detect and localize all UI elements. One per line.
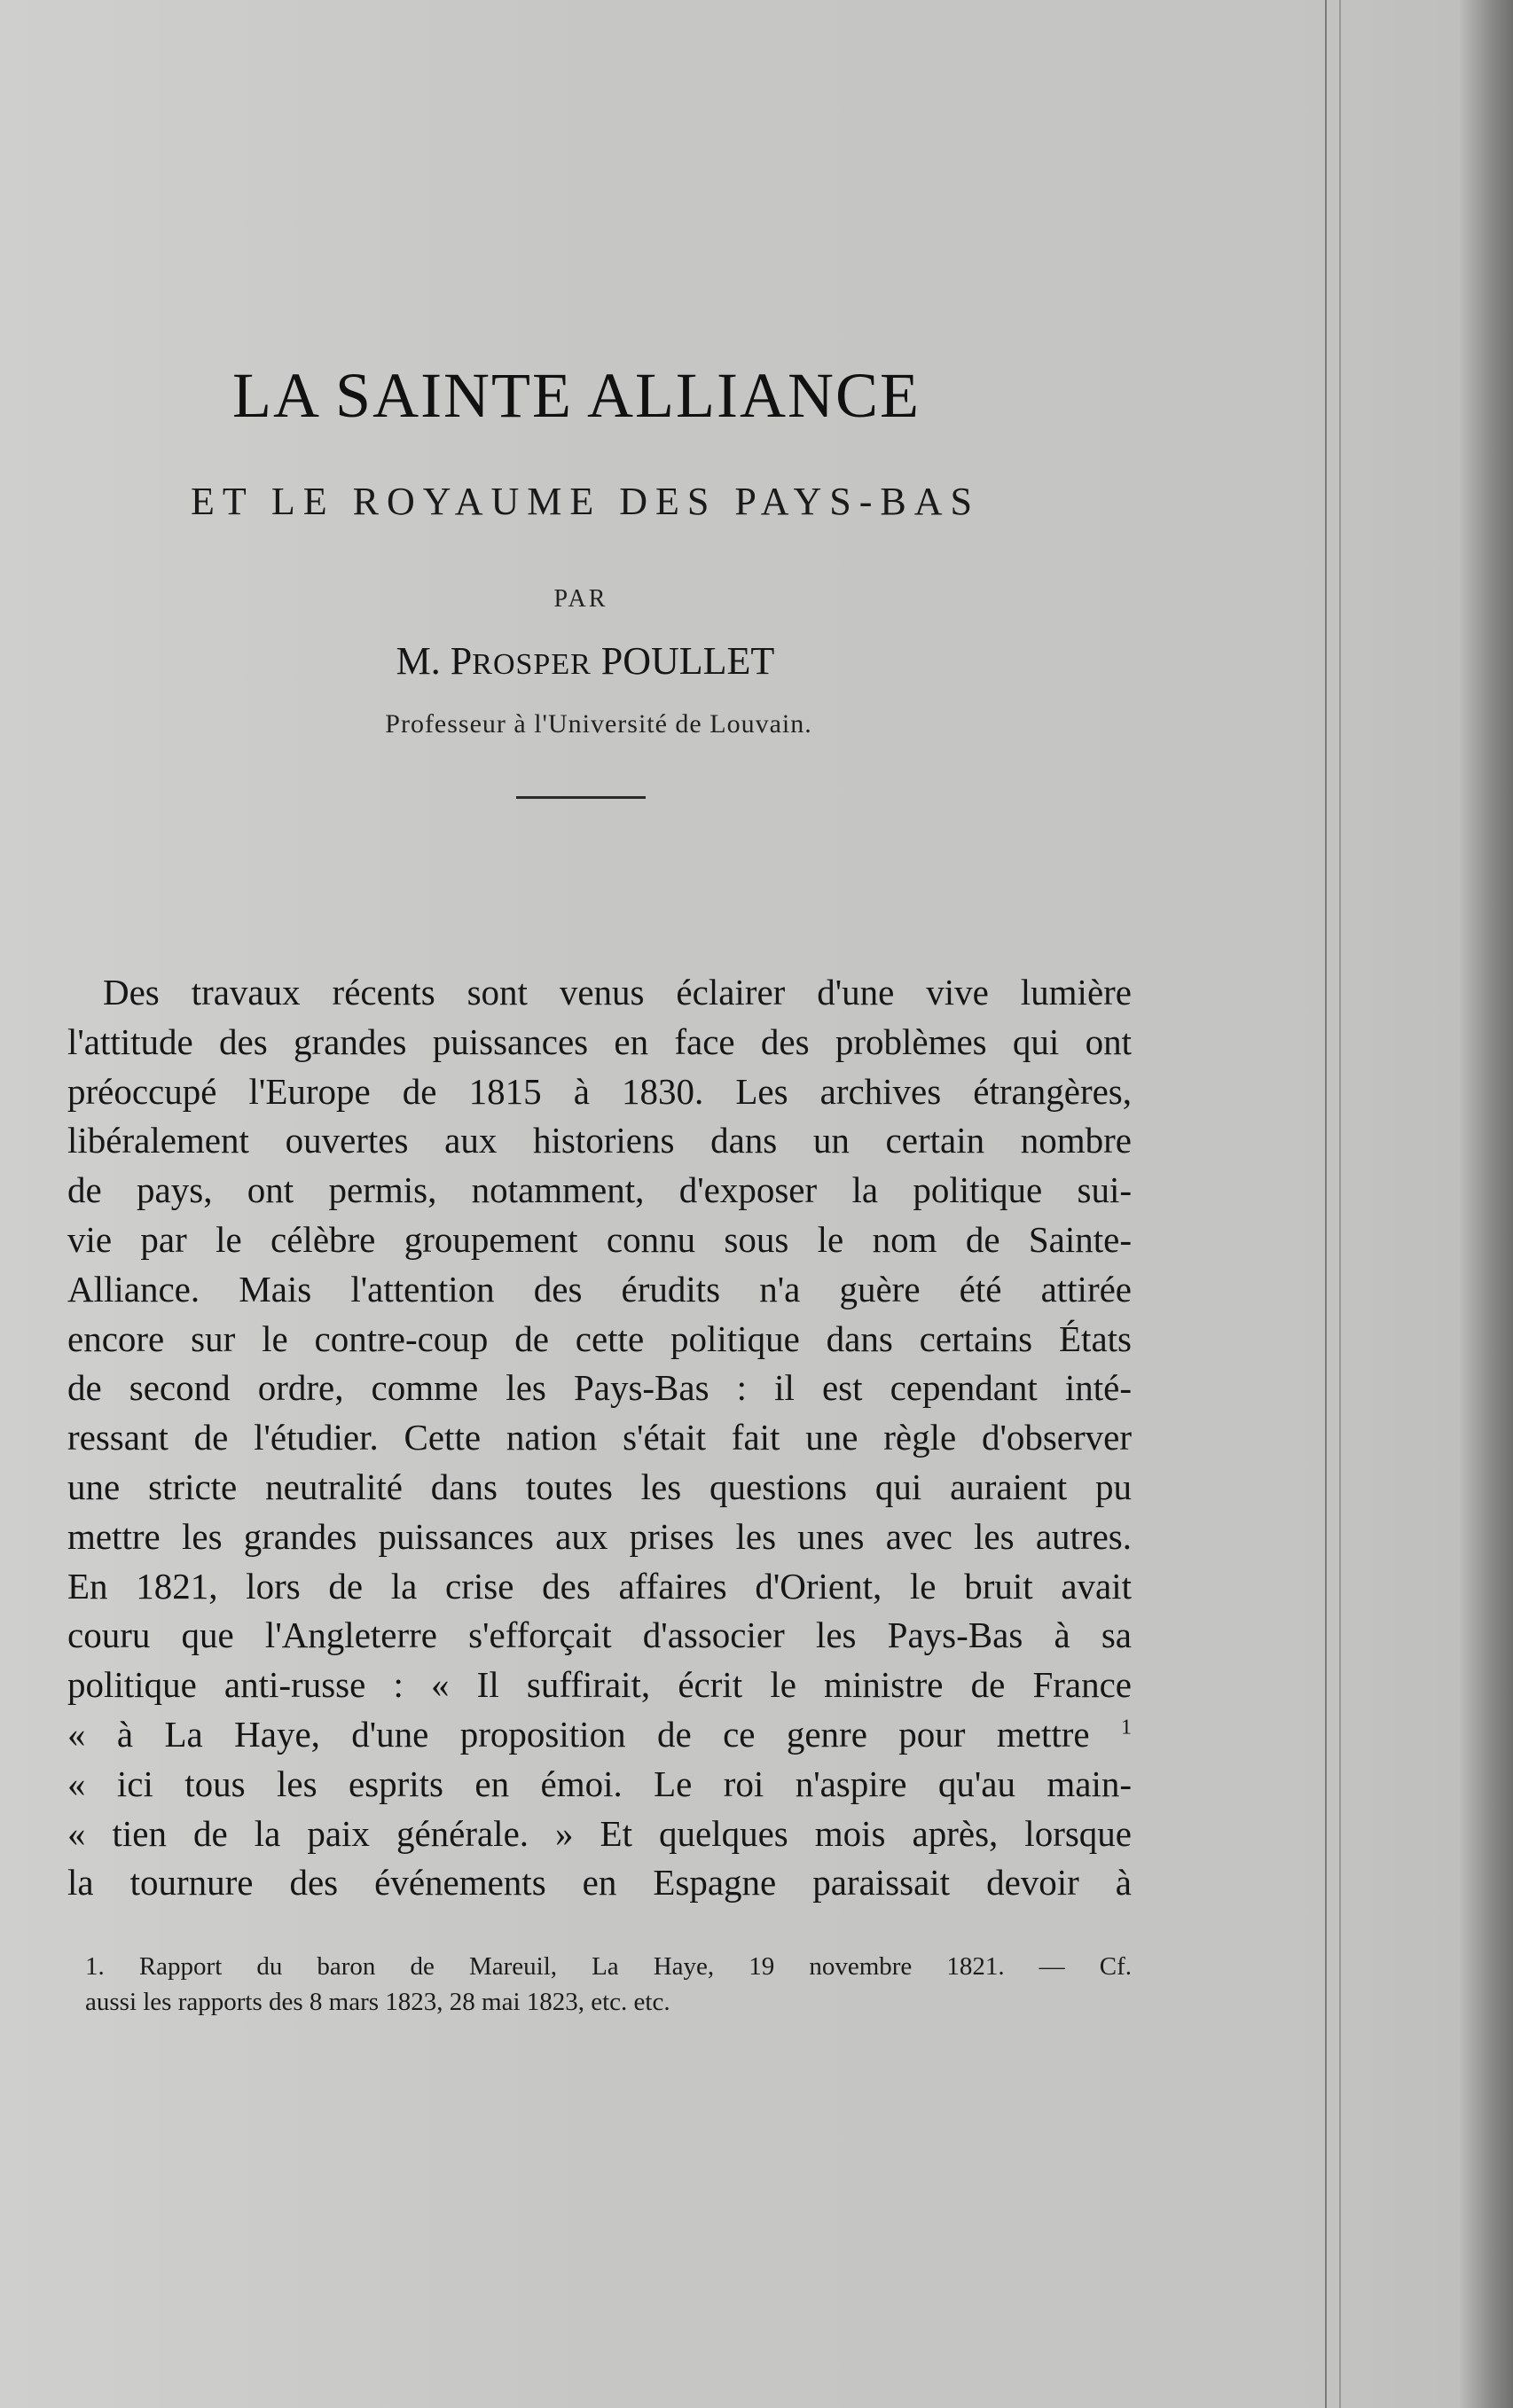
body-line: l'attitude des grandes puissances en face des problèmes qui ont xyxy=(67,1020,1132,1062)
body-line: En 1821, lors de la crise des affaires d'Orient, le bruit avait xyxy=(67,1565,1132,1607)
binding-crease-line xyxy=(1339,0,1341,2408)
author-prefix: M. xyxy=(396,639,441,683)
body-line-text: « à La Haye, d'une proposition de ce genre pour mettre xyxy=(67,1713,1090,1755)
book-binding-edge xyxy=(1460,0,1513,2408)
body-line: vie par le célèbre groupement connu sous le nom de Sainte- xyxy=(67,1218,1132,1260)
byline-par: PAR xyxy=(553,585,608,613)
author-name xyxy=(9,638,1162,684)
body-line: « tien de la paix générale. » Et quelques mois après, lorsque xyxy=(67,1812,1132,1854)
title-divider-rule xyxy=(516,796,646,799)
author-last-name: POULLET xyxy=(600,639,775,683)
author-first-rest: ROSPER xyxy=(472,648,592,681)
article-subtitle: ET LE ROYAUME DES PAYS-BAS xyxy=(190,480,981,523)
article-body xyxy=(67,968,1132,1908)
body-line: ressant de l'étudier. Cette nation s'était fait une règle d'observer xyxy=(67,1417,1132,1458)
body-line: mettre les grandes puissances aux prises les unes avec les autres. xyxy=(67,1515,1132,1557)
body-line: « ici tous les esprits en émoi. Le roi n'aspire qu'au main- xyxy=(67,1763,1132,1804)
body-line-with-footnote-ref xyxy=(67,1710,1132,1760)
footnote xyxy=(85,1949,1132,2020)
body-line: Des travaux récents sont venus éclairer d'une vive lumière xyxy=(103,972,1132,1012)
footnote-line: 1. Rapport du baron de Mareuil, La Haye, 19 novembre 1821. — Cf. xyxy=(85,1952,1132,1981)
body-line: de second ordre, comme les Pays-Bas : il est cependant inté- xyxy=(67,1367,1132,1409)
author-first-initial: P xyxy=(450,639,473,683)
body-line: préoccupé l'Europe de 1815 à 1830. Les archives étrangères, xyxy=(67,1070,1132,1112)
footnote-reference: 1 xyxy=(1121,1716,1132,1740)
footnote-line: aussi les rapports des 8 mars 1823, 28 mai 1823, etc. etc. xyxy=(85,1988,670,2016)
body-line: la tournure des événements en Espagne paraissait devoir à xyxy=(67,1862,1132,1904)
body-line: une stricte neutralité dans toutes les questions qui auraient pu xyxy=(67,1466,1132,1507)
body-line: libéralement ouvertes aux historiens dans un certain nombre xyxy=(67,1120,1132,1161)
body-line: Alliance. Mais l'attention des érudits n'a guère été attirée xyxy=(67,1268,1132,1310)
author-affiliation: Professeur à l'Université de Louvain. xyxy=(385,709,812,739)
body-line: couru que l'Angleterre s'efforçait d'associer les Pays-Bas à sa xyxy=(67,1614,1132,1656)
body-line: de pays, ont permis, notamment, d'exposer la politique sui- xyxy=(67,1169,1132,1211)
body-line: politique anti-russe : « Il suffirait, écrit le ministre de France xyxy=(67,1664,1132,1706)
binding-crease-line xyxy=(1325,0,1327,2408)
article-title: LA SAINTE ALLIANCE xyxy=(232,360,921,431)
body-line: encore sur le contre-coup de cette politique dans certains États xyxy=(67,1317,1132,1359)
